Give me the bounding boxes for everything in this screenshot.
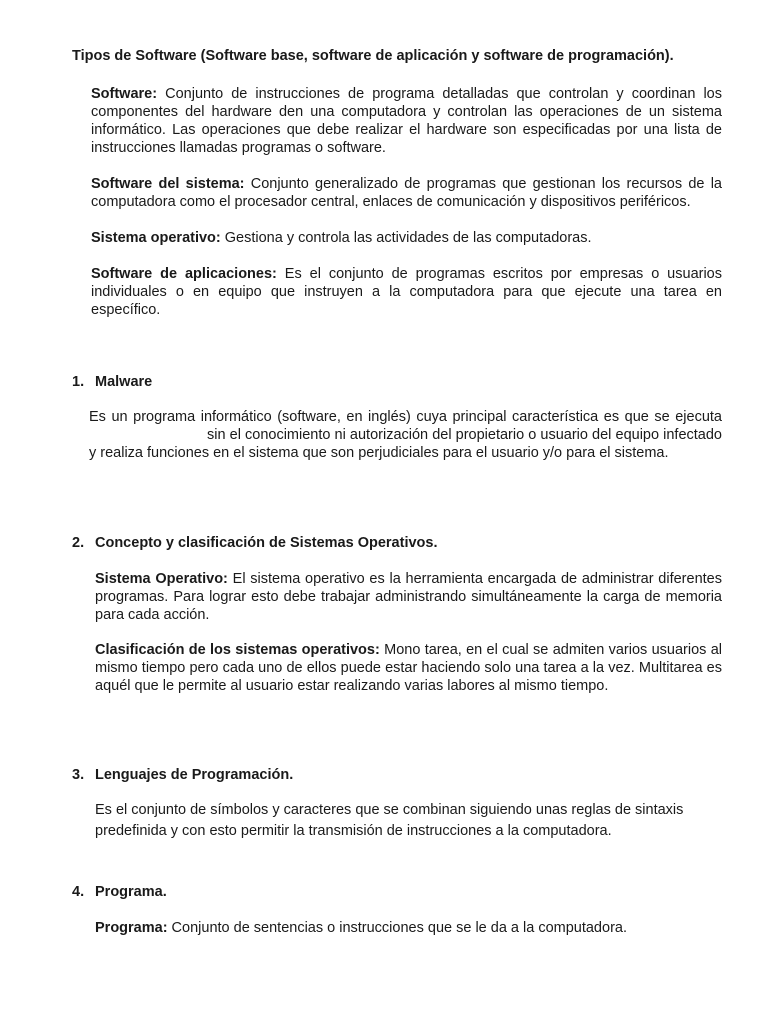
section-title: Concepto y clasificación de Sistemas Operativos. (95, 535, 438, 551)
definition-text: Conjunto de sentencias o instrucciones que se le da a la computadora. (167, 920, 627, 936)
paragraph-text: sin el conocimiento ni autorización del propietario o usuario del equipo infectado y realiza funciones en el sistema que son perjudiciales para el usuario y/o para el sistema. (89, 427, 722, 461)
section-title: Malware (95, 374, 153, 390)
paragraph-text: Es el conjunto de símbolos y caracteres que se combinan siguiendo unas reglas de sintaxis predefinida y con esto permitir la transmisión de instrucciones a la computadora. (95, 802, 684, 839)
section-heading-lenguajes (72, 766, 293, 784)
section-number: 3. (72, 767, 85, 783)
definition-text: El sistema operativo es la herramienta encargada de administrar diferentes programas. Para lograr esto debe trabajar administrando simultáneamente la carga de memoria para cada acción. (95, 571, 722, 623)
definition-software-del-sistema (91, 175, 722, 211)
section-number: 1. (72, 374, 85, 390)
definition-term: Clasificación de los sistemas operativos: (95, 642, 380, 658)
paragraph-text: Es un programa informático (software, en inglés) cuya principal característica es que se ejecuta (89, 409, 722, 425)
section-number: 2. (72, 535, 85, 551)
document-title: Tipos de Software (Software base, software de aplicación y software de programación). (72, 48, 674, 64)
definition-text: Es el conjunto de programas escritos por empresas o usuarios individuales o en equipo que instruyen a la computadora para que ejecute una tarea en específico. (91, 266, 722, 318)
section-heading-programa (72, 883, 167, 901)
definition-sistema-operativo (91, 229, 722, 247)
definition-text: Mono tarea, en el cual se admiten varios usuarios al mismo tiempo pero cada uno de ellos puede estar haciendo solo una tarea a la vez. Multitarea es aquél que le permite al usuario estar realizando varias labores al mismo tiempo. (95, 642, 722, 694)
section-number: 4. (72, 884, 85, 900)
definition-term: Programa: (95, 920, 168, 936)
section-paragraph-lenguajes (95, 800, 725, 842)
definition-term: Sistema Operativo: (95, 571, 228, 587)
definition-text: Gestiona y controla las actividades de las computadoras. (220, 230, 592, 246)
section-title: Programa. (95, 884, 167, 900)
section-paragraph-malware (89, 408, 722, 462)
definition-term: Software: (91, 86, 158, 102)
definition-term: Software de aplicaciones: (91, 266, 277, 282)
definition-text: Conjunto de instrucciones de programa detalladas que controlan y coordinan los componentes del hardware den una computadora y controlan las operaciones de un sistema informático. Las operaciones que debe realizar el hardware son especificadas por una lista de instrucciones llamadas programas o software. (91, 86, 722, 156)
definition-sistema-operativo-2 (95, 570, 722, 624)
section-heading-sistemas-operativos (72, 534, 438, 552)
definition-text: Conjunto generalizado de programas que gestionan los recursos de la computadora como el procesador central, enlaces de comunicación y dispositivos periféricos. (91, 176, 722, 210)
definition-software-de-aplicaciones (91, 265, 722, 319)
definition-software (91, 85, 722, 157)
definition-programa (95, 919, 722, 937)
definition-clasificacion (95, 641, 722, 695)
section-title: Lenguajes de Programación. (95, 767, 294, 783)
section-heading-malware (72, 373, 152, 391)
definition-term: Software del sistema: (91, 176, 245, 192)
definition-term: Sistema operativo: (91, 230, 221, 246)
